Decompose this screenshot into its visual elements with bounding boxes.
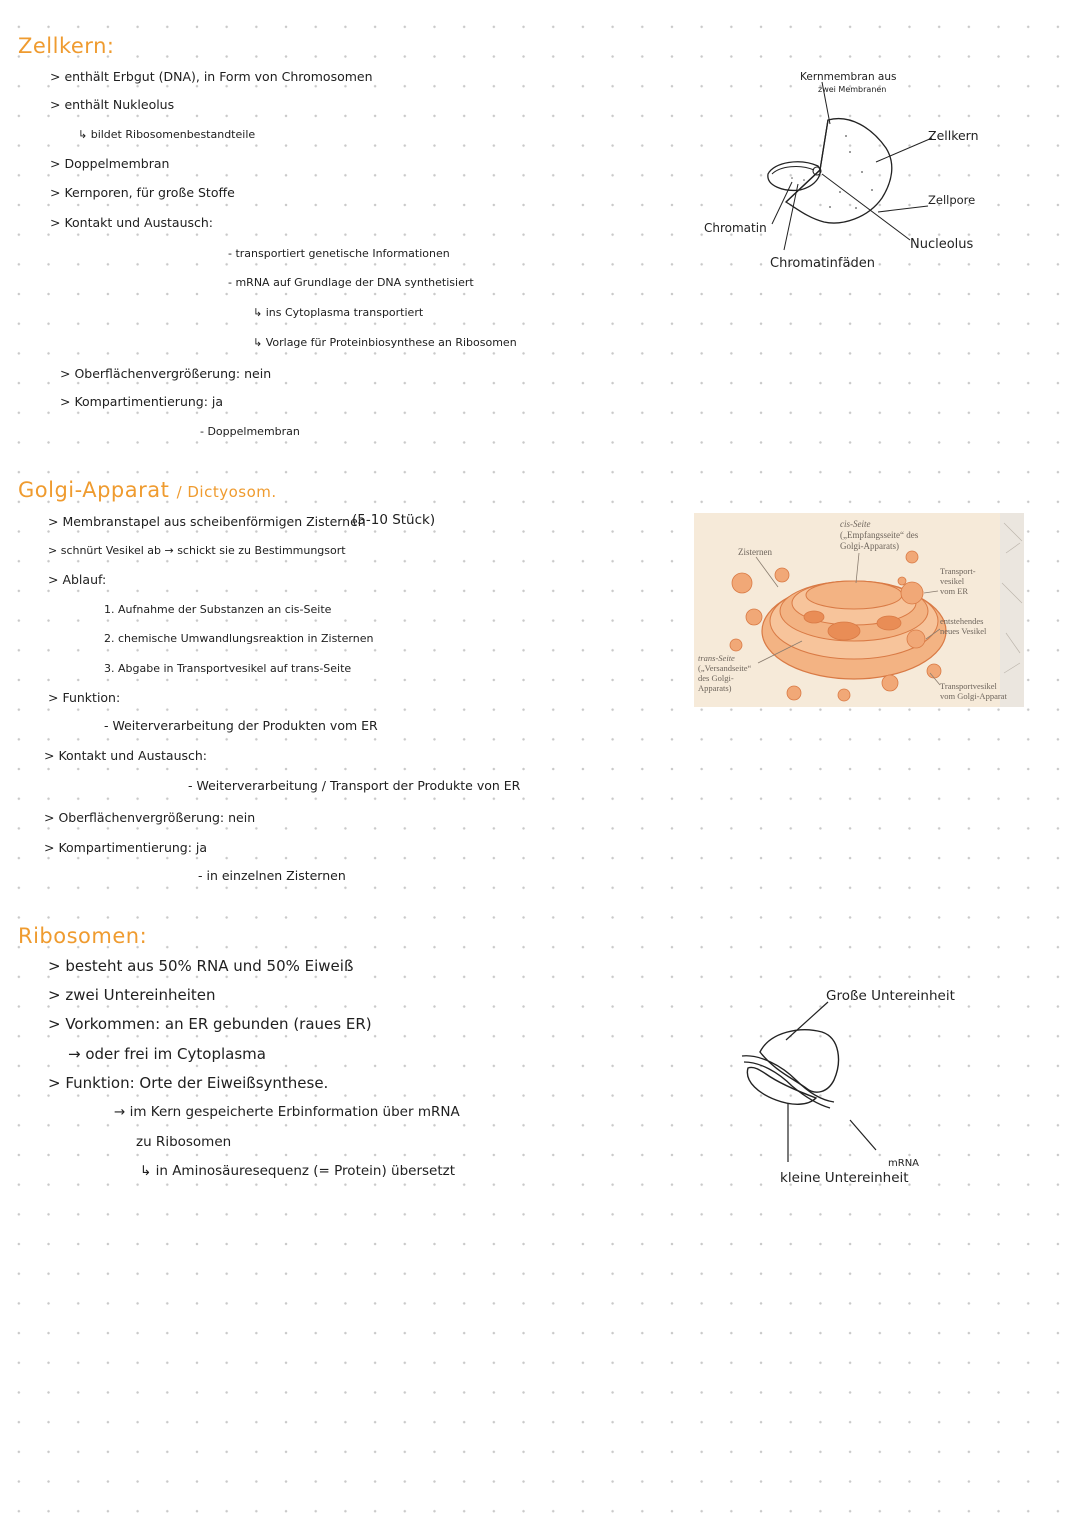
ribosomen-line-5: > Funktion: Orte der Eiweißsynthese.: [48, 1074, 329, 1092]
label-mrna: mRNA: [888, 1158, 920, 1169]
ribosomen-line-2: > zwei Untereinheiten: [48, 986, 216, 1004]
golgi-label-transport-er-3: vom ER: [940, 586, 969, 596]
label-kleine-untereinheit: kleine Untereinheit: [780, 1170, 909, 1186]
zellkern-line-3: ↳ bildet Ribosomenbestandteile: [78, 128, 256, 141]
golgi-label-cis-2: („Empfangsseite“ des: [840, 530, 919, 540]
ribosomen-heading: Ribosomen:: [18, 924, 148, 948]
label-chromatin: Chromatin: [704, 221, 767, 235]
zellkern-line-11: > Oberflächenvergrößerung: nein: [60, 366, 272, 381]
mrna-strand: [742, 1056, 834, 1102]
zellkern-line-12: > Kompartimentierung: ja: [60, 394, 224, 409]
golgi-line-3: > Ablauf:: [48, 572, 107, 587]
label-kernmembran-1: Kernmembran aus: [800, 71, 897, 83]
label-kernmembran-2: zwei Membranen: [818, 85, 887, 94]
ribosomen-line-4: → oder frei im Cytoplasma: [68, 1045, 266, 1063]
small-subunit: [747, 1067, 816, 1104]
zellkern-line-6: > Kontakt und Austausch:: [50, 215, 214, 230]
zellkern-line-1: > enthält Erbgut (DNA), in Form von Chromosomen: [50, 69, 373, 84]
golgi-line-1b: (5-10 Stück): [352, 512, 436, 528]
golgi-line-2: > schnürt Vesikel ab → schickt sie zu Bestimmungsort: [48, 544, 346, 557]
zellkern-line-7: - transportiert genetische Informationen: [228, 247, 450, 260]
golgi-line-8: - Weiterverarbeitung der Produkten vom ER: [104, 718, 378, 733]
golgi-label-transport-er-1: Transport-: [940, 566, 976, 576]
zellkern-line-9: ↳ ins Cytoplasma transportiert: [253, 306, 424, 319]
nucleus-cut-edge: [786, 120, 828, 202]
golgi-line-5: 2. chemische Umwandlungsreaktion in Zisternen: [104, 632, 374, 645]
ribosomen-line-8: ↳ in Aminosäuresequenz (= Protein) übersetzt: [140, 1163, 456, 1179]
golgi-line-12: > Kompartimentierung: ja: [44, 840, 208, 855]
ribosomen-line-1: > besteht aus 50% RNA und 50% Eiweiß: [48, 957, 354, 975]
ribosomen-line-6: → im Kern gespeicherte Erbinformation über mRNA: [114, 1104, 460, 1120]
golgi-label-trans-4: Apparats): [698, 683, 732, 693]
golgi-line-10: - Weiterverarbeitung / Transport der Produkte von ER: [188, 778, 521, 793]
nucleus-outline: [786, 119, 892, 223]
golgi-label-neues-1: entstehendes: [940, 616, 984, 626]
ribosomen-line-7: zu Ribosomen: [136, 1134, 232, 1150]
golgi-heading-main: Golgi-Apparat: [18, 478, 170, 502]
zellkern-line-4: > Doppelmembran: [50, 156, 170, 171]
label-nucleolus: Nucleolus: [910, 237, 974, 252]
golgi-label-trans-1: trans-Seite: [698, 653, 735, 663]
golgi-label-trans-2: („Versandseite“: [698, 663, 752, 673]
golgi-label-transport-er-2: vesikel: [940, 576, 965, 586]
zellkern-line-5: > Kernporen, für große Stoffe: [50, 185, 235, 200]
golgi-label-neues-2: neues Vesikel: [940, 626, 987, 636]
golgi-label-cis-1: cis-Seite: [840, 519, 871, 529]
golgi-label-zisternen: Zisternen: [738, 547, 772, 557]
golgi-label-tv-golgi-2: vom Golgi-Apparat: [940, 691, 1007, 701]
golgi-heading-sub: / Dictyosom.: [176, 483, 277, 501]
zellkern-line-13: - Doppelmembran: [200, 425, 300, 438]
golgi-line-9: > Kontakt und Austausch:: [44, 748, 208, 763]
ribosomen-line-3: > Vorkommen: an ER gebunden (raues ER): [48, 1015, 372, 1033]
golgi-line-1: > Membranstapel aus scheibenförmigen Zisternen: [48, 514, 366, 529]
golgi-label-tv-golgi-1: Transportvesikel: [940, 681, 997, 691]
golgi-heading: [18, 478, 277, 502]
golgi-label-trans-3: des Golgi-: [698, 673, 734, 683]
golgi-line-6: 3. Abgabe in Transportvesikel auf trans-Seite: [104, 662, 352, 675]
label-zellkern: Zellkern: [928, 128, 979, 143]
golgi-line-11: > Oberflächenvergrößerung: nein: [44, 810, 256, 825]
golgi-line-7: > Funktion:: [48, 690, 121, 705]
golgi-line-4: 1. Aufnahme der Substanzen an cis-Seite: [104, 603, 332, 616]
zellkern-line-2: > enthält Nukleolus: [50, 97, 175, 112]
zellkern-diagram: [700, 62, 1000, 277]
zellkern-line-8: - mRNA auf Grundlage der DNA synthetisiert: [228, 276, 474, 289]
label-chromatinfaeden: Chromatinfäden: [770, 256, 875, 271]
ribosom-diagram: [730, 982, 990, 1192]
zellkern-line-10: ↳ Vorlage für Proteinbiosynthese an Ribosomen: [253, 336, 517, 349]
golgi-line-13: - in einzelnen Zisternen: [198, 868, 346, 883]
label-zellpore: Zellpore: [928, 193, 976, 207]
golgi-diagram: [694, 513, 1024, 707]
golgi-label-cis-3: Golgi-Apparats): [840, 541, 899, 551]
zellkern-heading: Zellkern:: [18, 34, 115, 58]
label-grosse-untereinheit: Große Untereinheit: [826, 988, 955, 1004]
